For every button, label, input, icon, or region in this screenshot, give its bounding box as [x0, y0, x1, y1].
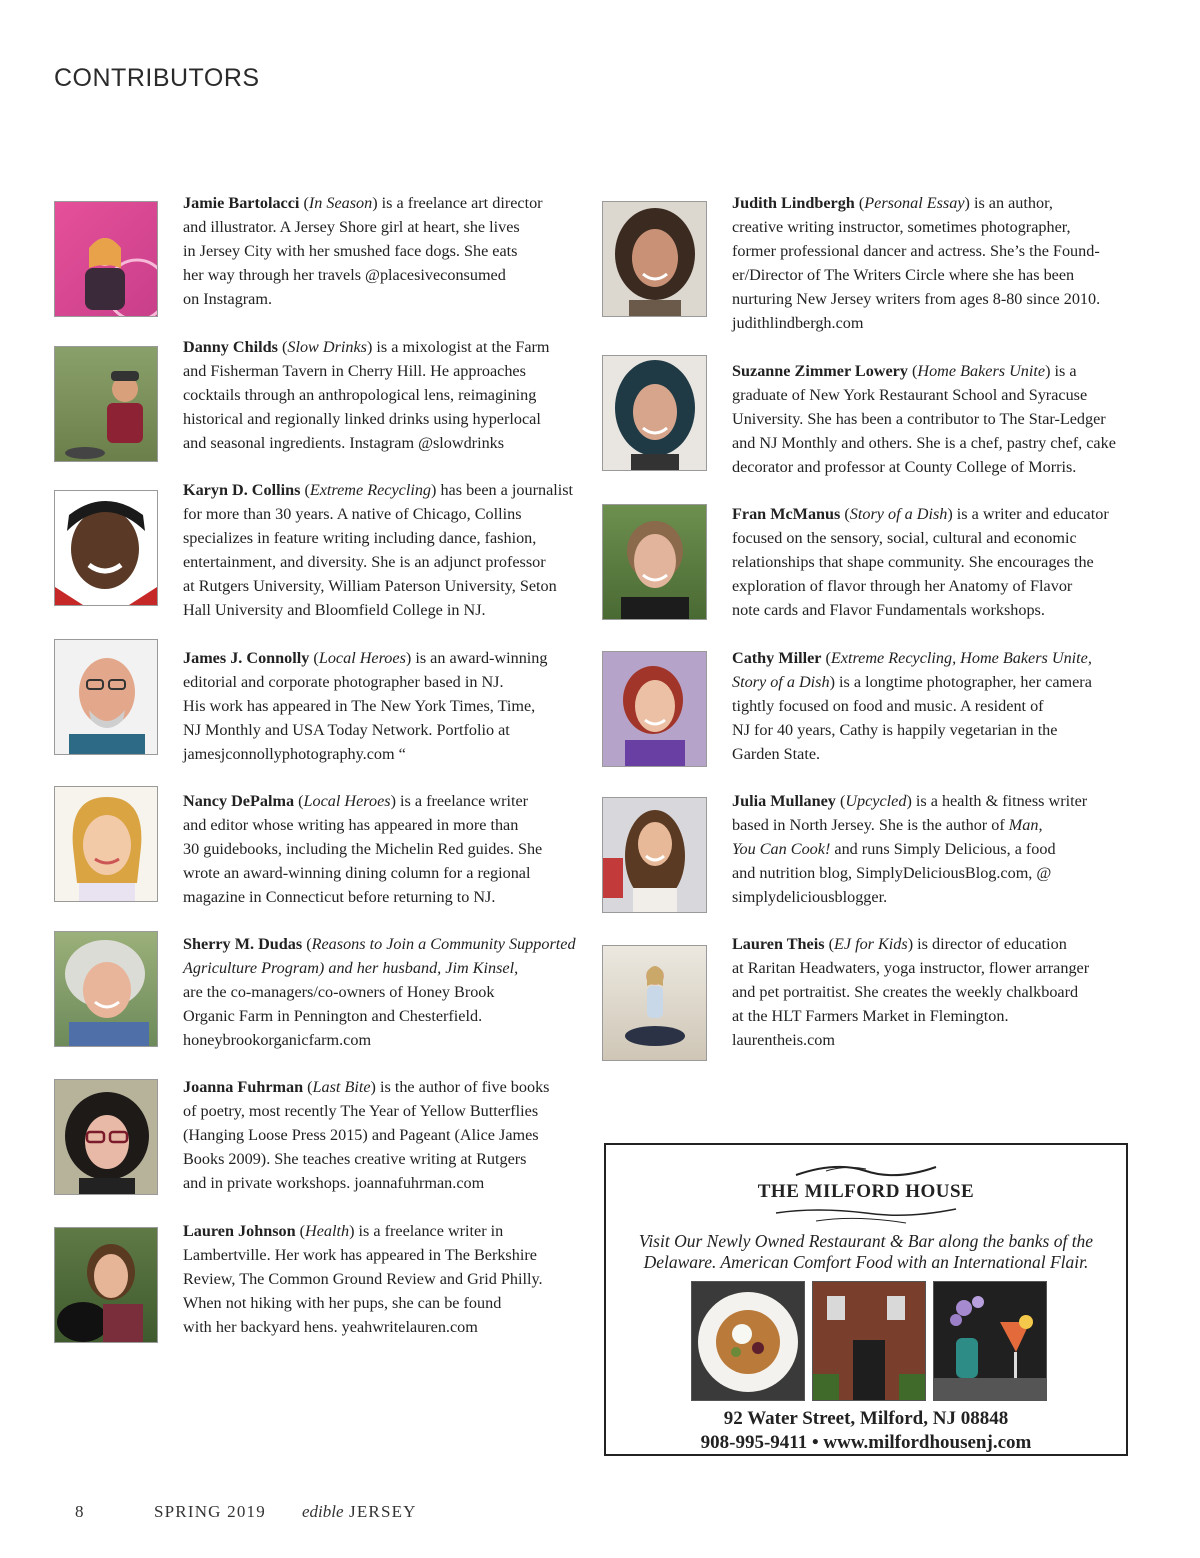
contributor-photo: [602, 201, 707, 317]
contributor-photo: [54, 639, 158, 755]
contributor-bio: Lauren Theis (EJ for Kids) is director of education at Raritan Headwaters, yoga instructor, flower arranger and pet portraitist. She creates the weekly chalkboard at the HLT Farmers Market in Flemington. laurentheis.com: [732, 935, 1090, 1049]
magazine-brand: edible JERSEY: [302, 1502, 417, 1521]
ad-address: 92 Water Street, Milford, NJ 08848: [723, 1408, 1009, 1429]
contributor-bio: Karyn D. Collins (Extreme Recycling) has been a journalist for more than 30 years. A native of Chicago, Collins specializes in feature writing including dance, fashion, entertainment, and diversity. She is an adjunct professor at Rutgers University, William Paterson University, Seton Hall University and Bloomfield College in NJ.: [183, 481, 574, 619]
contributor-bio: Sherry M. Dudas (Reasons to Join a Community Supported Agriculture Program) and her husband, Jim Kinsel, are the co-managers/co-owners of Honey Brook Organic Farm in Pennington and Chesterfield. honeybrookorganicfarm.com: [183, 935, 576, 1049]
contributor-bio: Jamie Bartolacci (In Season) is a freelance art director and illustrator. A Jersey Shore girl at heart, she lives in Jersey City with her smushed face dogs. She eats her way through her travels @placesiveconsumed on Instagram.: [183, 194, 543, 308]
building-photo: [812, 1281, 926, 1401]
contributor-bio: Fran McManus (Story of a Dish) is a writer and educator focused on the sensory, social, cultural and economic relationships that shape community. She encourages the exploration of flavor through her Anatomy of Flavor note cards and Flavor Fundamentals workshops.: [732, 505, 1109, 619]
contributor-bio: Danny Childs (Slow Drinks) is a mixologist at the Farm and Fisherman Tavern in Cherry Hill. He approaches cocktails through an anthropological lens, reimagining historical and regionally linked drinks using hyperlocal and seasonal ingredients. Instagram @slowdrinks: [183, 338, 550, 452]
page-number: 8: [75, 1502, 85, 1521]
contributor-bio: Lauren Johnson (Health) is a freelance writer in Lambertville. Her work has appeared in The Berkshire Review, The Common Ground Review and Grid Philly. When not hiking with her pups, she can be found with her backyard hens. yeahwritelauren.com: [183, 1222, 543, 1336]
contributor-photo: [54, 931, 158, 1047]
contributor-photo: [602, 355, 707, 471]
contributor-photo: [602, 504, 707, 620]
food-photo: [691, 1281, 805, 1401]
contributor-bio: Judith Lindbergh (Personal Essay) is an author, creative writing instructor, sometimes photographer, former professional dancer and actress. She’s the Found- er/Director of The Writers Circle where she has been nurturing New Jersey writers from ages 8-80 since 2010. judithlindbergh.com: [732, 194, 1101, 332]
contributor-photo: [54, 490, 158, 606]
contributor-bio: Cathy Miller (Extreme Recycling, Home Bakers Unite, Story of a Dish) is a longtime photographer, her camera tightly focused on food and music. A resident of NJ for 40 years, Cathy is happily vegetarian in the Garden State.: [732, 649, 1092, 763]
contributor-photo: [54, 201, 158, 317]
contributor-photo: [602, 945, 707, 1061]
contributor-bio: Suzanne Zimmer Lowery (Home Bakers Unite) is a graduate of New York Restaurant School and Syracuse University. She has been a contributor to The Star-Ledger and NJ Monthly and others. She is a chef, pastry chef, cake decorator and professor at County College of Morris.: [732, 362, 1116, 476]
contributor-bio: James J. Connolly (Local Heroes) is an award-winning editorial and corporate photographer based in NJ. His work has appeared in The New York Times, Time, NJ Monthly and USA Today Network. Portfolio at jamesjconnollyphotography.com “: [183, 649, 548, 763]
contributor-photo: [54, 1227, 158, 1343]
milford-house-logo: [756, 1159, 976, 1229]
drink-photo: [933, 1281, 1047, 1401]
page-title: CONTRIBUTORS: [54, 64, 260, 92]
contributor-photo: [54, 786, 158, 902]
contributor-bio: Nancy DePalma (Local Heroes) is a freelance writer and editor whose writing has appeared in more than 30 guidebooks, including the Michelin Red guides. She wrote an award-winning dining column for a regional magazine in Connecticut before returning to NJ.: [183, 792, 543, 906]
ad-contact[interactable]: 908-995-9411 • www.milfordhousenj.com: [700, 1432, 1032, 1453]
milford-house-ad[interactable]: [604, 1143, 1128, 1456]
contributor-photo: [54, 1079, 158, 1195]
logo-text: THE MILFORD HOUSE: [757, 1181, 975, 1202]
contributor-photo: [54, 346, 158, 462]
ad-tagline: Visit Our Newly Owned Restaurant & Bar along the banks of the Delaware. American Comfort Food with an International Flair.: [638, 1231, 1094, 1272]
contributor-bio: Joanna Fuhrman (Last Bite) is the author of five books of poetry, most recently The Year of Yellow Butterflies (Hanging Loose Press 2015) and Pageant (Alice James Books 2009). She teaches creative writing at Rutgers and in private workshops. joannafuhrman.com: [183, 1078, 550, 1192]
contributor-photo: [602, 651, 707, 767]
contributor-photo: [602, 797, 707, 913]
issue-label: SPRING 2019: [154, 1502, 266, 1521]
contributor-bio: Julia Mullaney (Upcycled) is a health & fitness writer based in North Jersey. She is the author of Man, You Can Cook! and runs Simply Delicious, a food and nutrition blog, SimplyDeliciousBlog.com, @ simplydeliciousblogger.: [732, 792, 1088, 906]
